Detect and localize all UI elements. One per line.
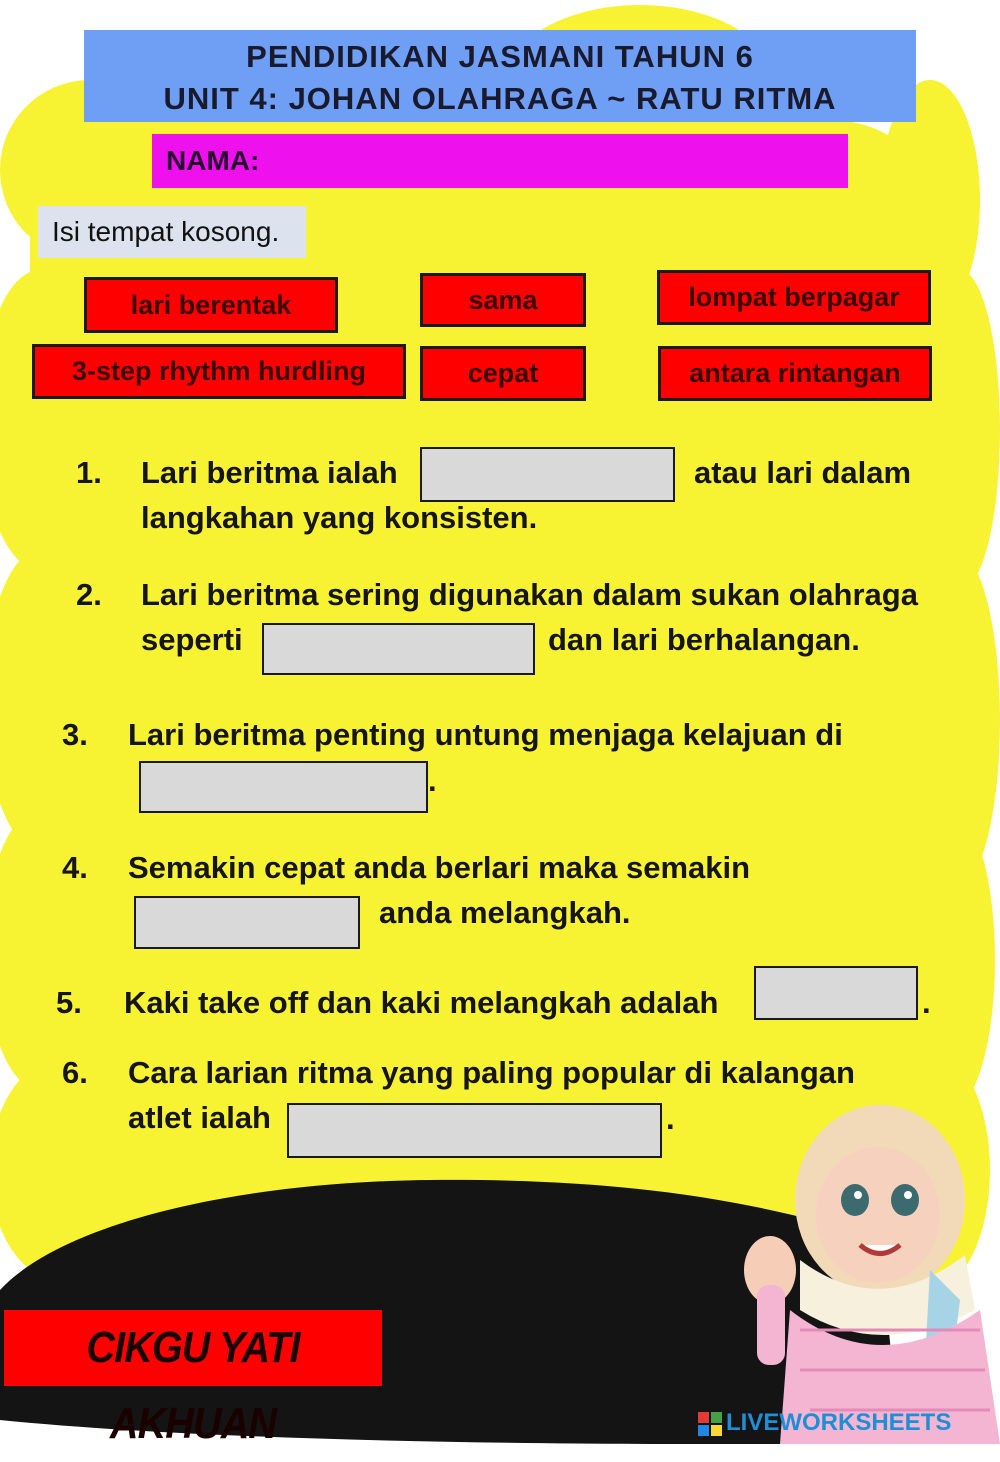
question-5-number: 5. <box>56 985 82 1020</box>
question-2-number: 2. <box>76 577 102 612</box>
worksheet-header <box>84 30 916 122</box>
instruction-label: Isi tempat kosong. <box>38 206 306 258</box>
question-4-answer-blank[interactable] <box>134 896 360 949</box>
question-3-text-post: . <box>428 763 437 798</box>
question-6-text-line1: Cara larian ritma yang paling popular di kalangan <box>128 1055 855 1090</box>
question-4-number: 4. <box>62 850 88 885</box>
name-field[interactable] <box>152 134 848 188</box>
question-1-answer-blank[interactable] <box>420 447 675 502</box>
header-title-line2: UNIT 4: JOHAN OLAHRAGA ~ RATU RITMA <box>163 81 837 116</box>
liveworksheets-logo-icon <box>698 1412 722 1436</box>
question-3-answer-blank[interactable] <box>139 761 428 813</box>
name-label: NAMA: <box>166 145 260 176</box>
question-2-answer-blank[interactable] <box>262 623 535 675</box>
word-chip-3-step-rhythm-hurdling[interactable]: 3-step rhythm hurdling <box>32 344 406 399</box>
question-5-answer-blank[interactable] <box>754 966 918 1020</box>
word-chip-lari-berentak[interactable]: lari berentak <box>84 277 338 333</box>
teacher-name-banner: CIKGU YATI AKHUAN <box>4 1310 382 1386</box>
question-1-text-post: atau lari dalam <box>694 455 912 490</box>
question-2-text-post: dan lari berhalangan. <box>548 622 860 657</box>
question-4-text-post: anda melangkah. <box>379 895 631 930</box>
question-2-text-line1: Lari beritma sering digunakan dalam sukan olahraga <box>141 577 918 612</box>
question-6-text-post: . <box>666 1101 675 1136</box>
liveworksheets-brand <box>698 1408 951 1438</box>
question-1-text-pre: Lari beritma ialah <box>141 455 398 490</box>
question-4-text-line1: Semakin cepat anda berlari maka semakin <box>128 850 751 885</box>
question-5-text-pre: Kaki take off dan kaki melangkah adalah <box>124 985 719 1020</box>
question-3-text-line1: Lari beritma penting untung menjaga kelajuan di <box>128 717 843 752</box>
question-6-answer-blank[interactable] <box>287 1103 662 1158</box>
word-chip-antara-rintangan[interactable]: antara rintangan <box>658 346 932 401</box>
question-1-text-line2: langkahan yang konsisten. <box>141 500 538 535</box>
question-6-text-pre: atlet ialah <box>128 1100 271 1135</box>
question-5-text-post: . <box>922 985 931 1020</box>
word-chip-sama[interactable]: sama <box>420 273 586 327</box>
question-2-text-pre: seperti <box>141 622 243 657</box>
question-1-number: 1. <box>76 455 102 490</box>
word-chip-lompat-berpagar[interactable]: lompat berpagar <box>657 270 931 325</box>
header-title-line1: PENDIDIKAN JASMANI TAHUN 6 <box>246 39 754 74</box>
word-chip-cepat[interactable]: cepat <box>420 346 586 401</box>
question-3-number: 3. <box>62 717 88 752</box>
question-6-number: 6. <box>62 1055 88 1090</box>
brand-text: LIVEWORKSHEETS <box>726 1409 952 1436</box>
